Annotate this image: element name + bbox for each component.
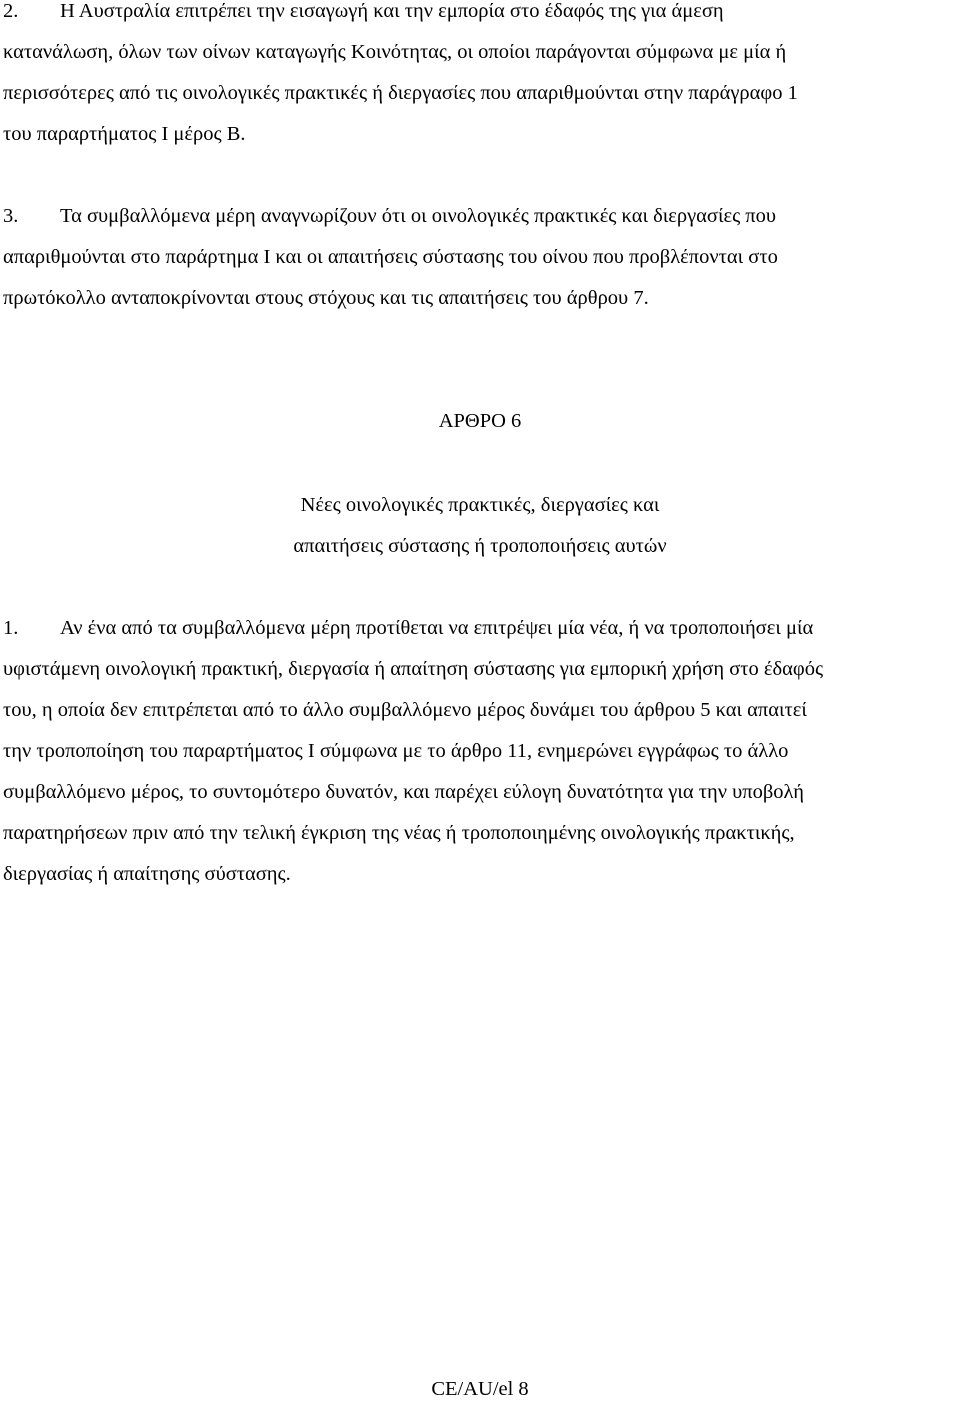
paragraph-line: Τα συμβαλλόμενα μέρη αναγνωρίζουν ότι οι οινολογικές πρακτικές και διεργασίες που [60,205,777,227]
paragraph-line: περισσότερες από τις οινολογικές πρακτικές ή διεργασίες που απαριθμούνται στην παράγραφο 1 [3,82,798,104]
paragraph-line: την τροποποίηση του παραρτήματος Ι σύμφωνα με το άρθρο 11, ενημερώνει εγγράφως το άλλο [3,740,789,762]
paragraph-line: Η Αυστραλία επιτρέπει την εισαγωγή και την εμπορία στο έδαφός της για άμεση [60,0,724,22]
paragraph-number: 2. [3,0,19,22]
paragraph-line: παρατηρήσεων πριν από την τελική έγκριση της νέας ή τροποποιημένης οινολογικής πρακτικής, [3,822,795,844]
page-footer-reference: CE/AU/el 8 [431,1378,529,1400]
article-heading: ΑΡΘΡΟ 6 [438,410,522,432]
paragraph-line: υφιστάμενη οινολογική πρακτική, διεργασία ή απαίτηση σύστασης για εμπορική χρήση στο έδαφός [3,658,824,680]
paragraph-number: 1. [3,617,19,639]
paragraph-line: συμβαλλόμενο μέρος, το συντομότερο δυνατόν, και παρέχει εύλογη δυνατότητα για την υποβολή [3,781,805,803]
paragraph-line: πρωτόκολλο ανταποκρίνονται στους στόχους και τις απαιτήσεις του άρθρου 7. [3,287,649,309]
paragraph-line: κατανάλωση, όλων των οίνων καταγωγής Κοινότητας, οι οποίοι παράγονται σύμφωνα με μία ή [3,41,787,63]
paragraph-line: του παραρτήματος Ι μέρος Β. [3,123,246,145]
paragraph-line: του, η οποία δεν επιτρέπεται από το άλλο συμβαλλόμενο μέρος δυνάμει του άρθρου 5 και απαιτεί [3,699,807,721]
article-title-line: Νέες οινολογικές πρακτικές, διεργασίες και [300,494,660,516]
paragraph-line: διεργασίας ή απαίτησης σύστασης. [3,863,291,885]
article-title-line: απαιτήσεις σύστασης ή τροποποιήσεις αυτών [293,535,667,557]
paragraph-line: Αν ένα από τα συμβαλλόμενα μέρη προτίθεται να επιτρέψει μία νέα, ή να τροποποιήσει μία [60,617,814,639]
paragraph-line: απαριθμούνται στο παράρτημα Ι και οι απαιτήσεις σύστασης του οίνου που προβλέπονται στο [3,246,778,268]
paragraph-number: 3. [3,205,19,227]
